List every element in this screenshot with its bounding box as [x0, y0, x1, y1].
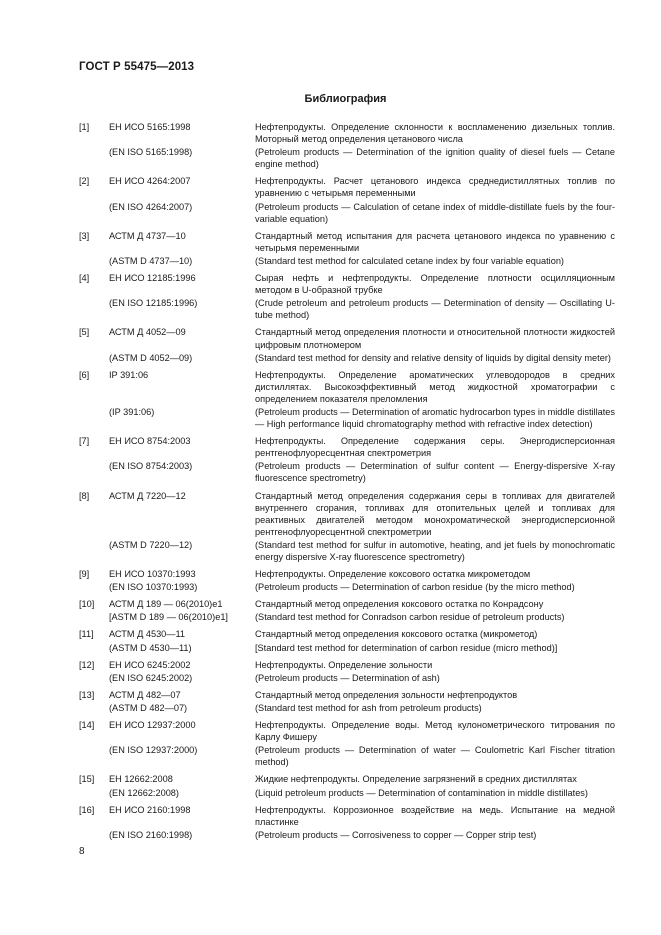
reference-number	[79, 201, 109, 225]
reference-entry	[79, 175, 615, 199]
original-designation: (EN ISO 12937:2000)	[109, 745, 198, 756]
reference-number: [13]	[79, 689, 95, 700]
reference-original-entry	[79, 611, 615, 623]
original-title: (Standard test method for ash from petroleum products)	[255, 702, 482, 713]
original-title: (Standard test method for Conradson carbon residue of petroleum products)	[255, 612, 565, 623]
reference-number: [2]	[79, 176, 90, 187]
reference-number	[79, 787, 109, 799]
reference-title: Нефтепродукты. Определение ароматических углеводородов в средних дистиллятах. Высокоэффективный метод жидкостной хроматографии с определением показателя преломления	[255, 369, 615, 404]
original-designation: (EN ISO 12185:1996)	[109, 298, 198, 309]
reference-original-entry	[79, 829, 615, 841]
original-title: (Standard test method for sulfur in automotive, heating, and jet fuels by monochromatic energy dispersive X-ray fluorescence spectrometry)	[255, 539, 615, 562]
original-title: (Petroleum products — Determination of sulfur content — Energy-dispersive X-ray fluorescence spectrometry)	[255, 461, 615, 484]
reference-title: Жидкие нефтепродукты. Определение загрязнений в средних дистиллятах	[255, 774, 577, 785]
reference-original-entry	[79, 255, 615, 267]
reference-designation: ЕН ИСО 8754:2003	[109, 436, 191, 447]
reference-original-entry	[79, 406, 615, 430]
reference-original-entry	[79, 702, 615, 714]
reference-title: Стандартный метод определения плотности и относительной плотности жидкостей цифровым плотномером	[255, 327, 615, 350]
original-designation: (ASTM D 4052—09)	[109, 352, 193, 363]
original-designation: (EN 12662:2008)	[109, 787, 179, 798]
reference-number	[79, 672, 109, 684]
reference-number: [14]	[79, 720, 95, 731]
reference-number	[79, 744, 109, 768]
reference-designation: ЕН ИСО 4264:2007	[109, 176, 191, 187]
reference-designation: АСТМ Д 189 — 06(2010)e1	[109, 599, 223, 610]
reference-number: [12]	[79, 659, 95, 670]
reference-entry	[79, 628, 615, 640]
reference-original-entry	[79, 672, 615, 684]
reference-entry	[79, 659, 615, 671]
reference-number: [7]	[79, 436, 90, 447]
reference-entry	[79, 490, 615, 538]
reference-number: [11]	[79, 629, 94, 640]
reference-number	[79, 460, 109, 484]
reference-entry	[79, 719, 615, 743]
original-designation: (ASTM D 7220—12)	[109, 539, 193, 550]
reference-original-entry	[79, 539, 615, 563]
reference-designation: АСТМ Д 4737—10	[109, 230, 186, 241]
reference-number: [8]	[79, 490, 90, 501]
reference-entry	[79, 773, 615, 785]
reference-original-entry	[79, 744, 615, 768]
original-designation: (EN ISO 2160:1998)	[109, 829, 193, 840]
reference-number: [10]	[79, 599, 95, 610]
reference-entry	[79, 369, 615, 405]
reference-number	[79, 581, 109, 593]
reference-number: [5]	[79, 327, 90, 338]
original-title: (Standard test method for calculated cetane index by four variable equation)	[255, 255, 564, 266]
reference-designation: АСТМ Д 482—07	[109, 689, 181, 700]
reference-designation: ЕН ИСО 12185:1996	[109, 273, 196, 284]
reference-number	[79, 255, 109, 267]
reference-original-entry	[79, 201, 615, 225]
original-title: (Petroleum products — Corrosiveness to copper — Copper strip test)	[255, 829, 537, 840]
reference-entry	[79, 598, 615, 610]
original-title: (Petroleum products — Calculation of cetane index of middle-distillate fuels by the four-variable equation)	[255, 201, 615, 224]
reference-title: Нефтепродукты. Определение зольности	[255, 659, 433, 670]
reference-title: Нефтепродукты. Определение содержания серы. Энергодисперсионная рентгенофлуоресцентная спектрометрия	[255, 436, 615, 459]
reference-number: [3]	[79, 230, 90, 241]
reference-original-entry	[79, 642, 615, 654]
reference-number: [9]	[79, 569, 90, 580]
original-designation: (ASTM D 482—07)	[109, 702, 188, 713]
reference-designation: АСТМ Д 4530—11	[109, 629, 186, 640]
original-designation: (EN ISO 5165:1998)	[109, 147, 193, 158]
standard-designation: ГОСТ Р 55475—2013	[79, 61, 195, 73]
original-designation: (EN ISO 4264:2007)	[109, 201, 193, 212]
reference-title: Стандартный метод определения коксового остатка по Конрадсону	[255, 599, 544, 610]
original-designation: (ASTM D 4530—11)	[109, 642, 192, 653]
reference-title: Стандартный метод определения содержания серы в топливах для двигателей внутреннего сгорания, топливах для отопительных целей и топливах для реактивных двигателей методом монохроматической энергодисперсионной рентгенофлуоресцентной спектрометрии	[255, 490, 615, 537]
original-title: (Petroleum products — Determination of carbon residue (by the micro method)	[255, 582, 575, 593]
reference-original-entry	[79, 146, 615, 170]
reference-title: Стандартный метод определения коксового остатка (микрометод)	[255, 629, 538, 640]
reference-title: Нефтепродукты. Определение воды. Метод кулонометрического титрования по Карлу Фишеру	[255, 720, 615, 743]
original-designation: (IP 391:06)	[109, 406, 155, 417]
bibliography-list	[79, 121, 615, 841]
reference-title: Нефтепродукты. Коррозионное воздействие на медь. Испытание на медной пластинке	[255, 804, 615, 827]
original-designation: (ASTM D 4737—10)	[109, 255, 193, 266]
reference-number: [6]	[79, 369, 90, 380]
reference-number	[79, 297, 109, 321]
reference-designation: ЕН ИСО 5165:1998	[109, 122, 191, 132]
original-title: (Liquid petroleum products — Determination of contamination in middle distillates)	[255, 787, 588, 798]
reference-number	[79, 146, 109, 170]
reference-entry	[79, 272, 615, 296]
reference-title: Нефтепродукты. Расчет цетанового индекса среднедистиллятных топлив по уравнению с четырьмя переменными	[255, 176, 615, 199]
reference-designation: ЕН ИСО 12937:2000	[109, 720, 196, 731]
original-title: [Standard test method for determination of carbon residue (micro method)]	[255, 642, 558, 653]
reference-entry	[79, 804, 615, 828]
reference-original-entry	[79, 581, 615, 593]
original-designation: (EN ISO 10370:1993)	[109, 582, 198, 593]
original-title: (Petroleum products — Determination of ash)	[255, 672, 440, 683]
reference-entry	[79, 121, 615, 145]
reference-number	[79, 406, 109, 430]
reference-number	[79, 611, 109, 623]
reference-designation: IP 391:06	[109, 369, 149, 380]
reference-original-entry	[79, 297, 615, 321]
reference-title: Стандартный метод определения зольности нефтепродуктов	[255, 689, 518, 700]
reference-original-entry	[79, 460, 615, 484]
reference-designation: ЕН 12662:2008	[109, 774, 173, 785]
reference-title: Нефтепродукты. Определение склонности к воспламенению дизельных топлив. Моторный метод определения цетанового числа	[255, 122, 615, 145]
original-designation: (EN ISO 8754:2003)	[109, 461, 193, 472]
original-designation: [ASTM D 189 — 06(2010)e1]	[109, 612, 228, 623]
reference-entry	[79, 689, 615, 701]
reference-designation: ЕН ИСО 2160:1998	[109, 804, 191, 815]
section-title: Библиография	[304, 93, 387, 105]
original-title: (Petroleum products — Determination of water — Coulometric Karl Fischer titration method)	[255, 745, 615, 768]
reference-entry	[79, 326, 615, 350]
reference-entry	[79, 568, 615, 580]
original-title: (Crude petroleum and petroleum products — Determination of density — Oscillating U-tube method)	[255, 298, 615, 321]
reference-number	[79, 642, 109, 654]
reference-number: [1]	[79, 122, 90, 132]
reference-number	[79, 702, 109, 714]
reference-original-entry	[79, 787, 615, 799]
reference-designation: ЕН ИСО 10370:1993	[109, 569, 196, 580]
original-title: (Petroleum products — Determination of the ignition quality of diesel fuels — Cetane engine method)	[255, 147, 615, 170]
reference-designation: АСТМ Д 7220—12	[109, 490, 186, 501]
reference-number: [15]	[79, 774, 95, 785]
reference-number	[79, 352, 109, 364]
reference-number	[79, 539, 109, 563]
page-number: 8	[79, 846, 85, 857]
reference-title: Нефтепродукты. Определение коксового остатка микрометодом	[255, 569, 531, 580]
original-title: (Standard test method for density and relative density of liquids by digital density meter)	[255, 352, 611, 363]
reference-entry	[79, 435, 615, 459]
reference-title: Сырая нефть и нефтепродукты. Определение плотности осцилляционным методом в U-образной трубке	[255, 273, 615, 296]
reference-number: [16]	[79, 804, 95, 815]
reference-number: [4]	[79, 273, 90, 284]
reference-entry	[79, 230, 615, 254]
reference-designation: АСТМ Д 4052—09	[109, 327, 186, 338]
original-designation: (EN ISO 6245:2002)	[109, 672, 193, 683]
reference-number	[79, 829, 109, 841]
reference-title: Стандартный метод испытания для расчета цетанового индекса по уравнению с четырьмя переменными	[255, 230, 615, 253]
original-title: (Petroleum products — Determination of aromatic hydrocarbon types in middle distillates — High performance liquid chromatography method with refractive index detection)	[255, 406, 616, 430]
reference-designation: ЕН ИСО 6245:2002	[109, 659, 191, 670]
reference-original-entry	[79, 352, 615, 364]
